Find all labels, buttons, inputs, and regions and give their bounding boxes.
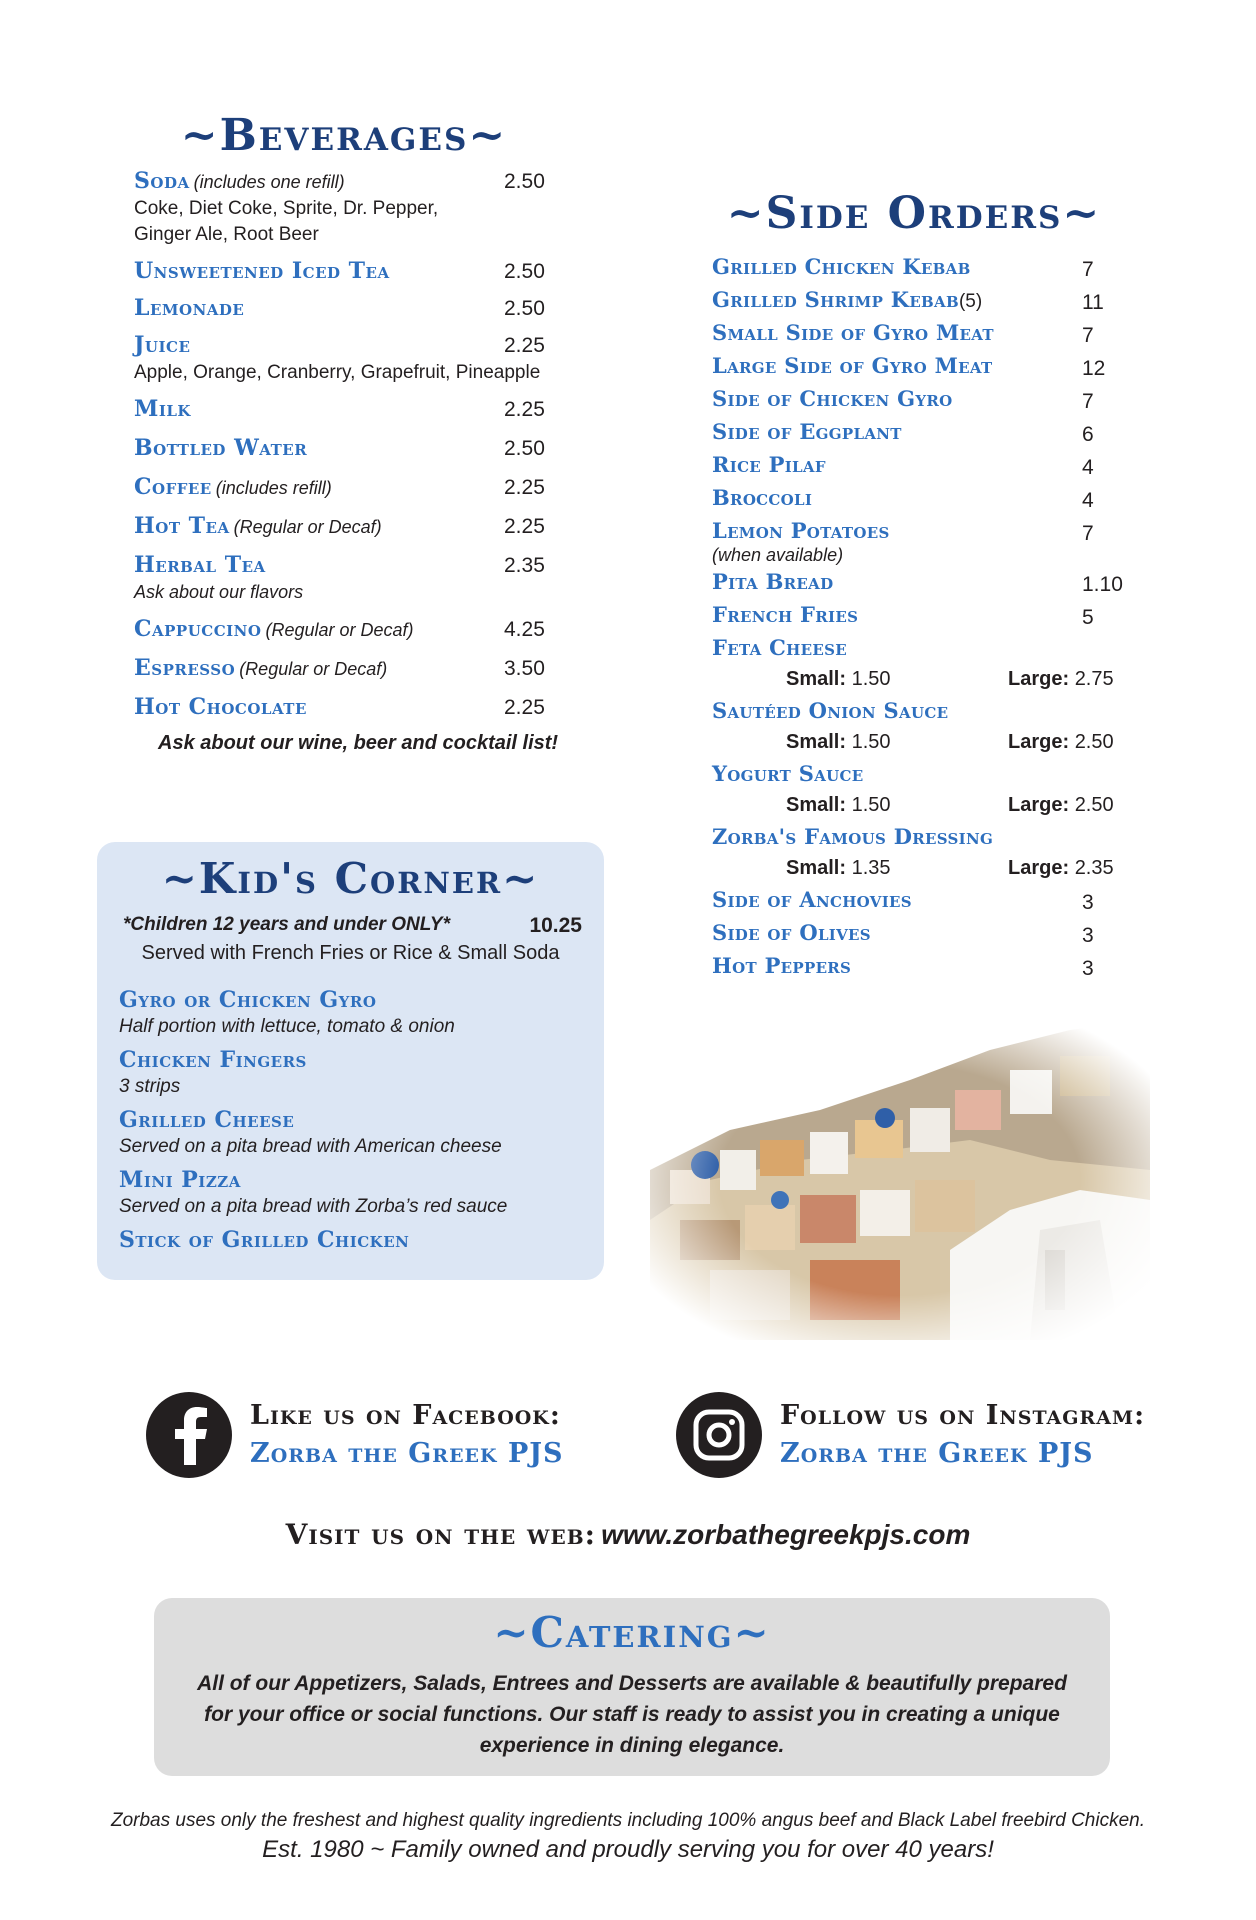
beverages-footer-note: Ask about our wine, beer and cocktail list! — [158, 732, 559, 754]
item-price: 2.25 — [504, 334, 545, 357]
facebook-block[interactable] — [146, 1392, 564, 1478]
item-name: Grilled Shrimp Kebab — [712, 287, 959, 312]
footer-quality-note: Zorbas uses only the freshest and highest quality ingredients including 100% angus beef and Black Label freebird Chicken. — [110, 1810, 1146, 1831]
item-name: Side of Chicken Gyro — [712, 386, 953, 411]
menu-item — [712, 824, 1132, 857]
item-name: Mini Pizza — [119, 1167, 241, 1193]
kids-restriction-row — [119, 914, 582, 942]
item-name: Gyro or Chicken Gyro — [119, 987, 377, 1013]
page-footer — [0, 1810, 1256, 1864]
item-sub: (when available) — [712, 545, 844, 565]
size-prices — [712, 794, 1132, 824]
menu-item — [134, 332, 574, 386]
menu-item — [712, 920, 1132, 953]
item-name: Lemonade — [134, 295, 245, 321]
item-price: 7 — [1082, 258, 1094, 281]
menu-item — [712, 602, 1132, 635]
menu-item — [712, 254, 1132, 287]
item-name: Juice — [134, 332, 191, 358]
large-price: 2.50 — [1074, 731, 1114, 753]
item-name: Hot Chocolate — [134, 694, 307, 720]
item-name: Yogurt Sauce — [712, 761, 864, 786]
large-price: 2.35 — [1074, 857, 1114, 879]
small-label: Small: — [786, 857, 847, 879]
item-price: 3 — [1082, 924, 1094, 947]
menu-item — [134, 168, 574, 248]
side-orders-title: ~Side Orders~ — [726, 188, 1102, 239]
item-desc: Apple, Orange, Cranberry, Grapefruit, Pineapple — [134, 362, 541, 383]
instagram-block[interactable] — [676, 1392, 1145, 1478]
item-name: Hot Peppers — [712, 953, 852, 978]
size-prices — [712, 668, 1132, 698]
item-price: 7 — [1082, 324, 1094, 347]
menu-item — [712, 635, 1132, 668]
website-line — [0, 1518, 1256, 1551]
item-desc: Served on a pita bread with Zorba’s red sauce — [119, 1196, 508, 1217]
kids-item — [119, 1105, 582, 1159]
facebook-label: Like us on Facebook: — [250, 1400, 561, 1431]
catering-title: ~Catering~ — [493, 1608, 771, 1657]
small-price: 1.50 — [851, 731, 891, 753]
small-price: 1.50 — [851, 668, 891, 690]
item-price: 4 — [1082, 456, 1094, 479]
instagram-handle[interactable]: Zorba the Greek PJS — [780, 1438, 1094, 1469]
item-name: Coffee — [134, 474, 212, 500]
beverages-section — [134, 110, 574, 755]
large-price: 2.50 — [1074, 794, 1114, 816]
item-extra: (5) — [958, 291, 983, 312]
menu-item — [134, 616, 574, 644]
menu-item — [712, 761, 1132, 794]
size-prices — [712, 857, 1132, 887]
item-note: (Regular or Decaf) — [239, 659, 388, 679]
large-price: 2.75 — [1074, 668, 1114, 690]
instagram-icon[interactable] — [676, 1392, 762, 1478]
facebook-handle[interactable]: Zorba the Greek PJS — [250, 1438, 564, 1469]
large-label: Large: — [1008, 731, 1070, 753]
item-price: 2.25 — [504, 476, 545, 499]
item-desc: Half portion with lettuce, tomato & onion — [119, 1016, 455, 1037]
menu-item — [712, 518, 1132, 551]
item-price: 7 — [1082, 522, 1094, 545]
large-label: Large: — [1008, 857, 1070, 879]
menu-item — [712, 485, 1132, 518]
menu-item — [712, 698, 1132, 731]
item-price: 4 — [1082, 489, 1094, 512]
item-name: Herbal Tea — [134, 552, 266, 578]
large-label: Large: — [1008, 668, 1070, 690]
kids-corner-title: ~Kid's Corner~ — [161, 854, 540, 903]
item-desc: Served on a pita bread with American cheese — [119, 1136, 502, 1157]
menu-item — [712, 419, 1132, 452]
kids-price: 10.25 — [529, 914, 582, 937]
item-note: (Regular or Decaf) — [265, 620, 414, 640]
item-name: Side of Eggplant — [712, 419, 902, 444]
menu-item — [134, 474, 574, 502]
item-sub: Ask about our flavors — [134, 582, 304, 602]
item-name: Broccoli — [712, 485, 813, 510]
item-price: 2.50 — [504, 170, 545, 193]
item-price: 3 — [1082, 957, 1094, 980]
item-name: Soda — [134, 168, 190, 194]
item-name: Bottled Water — [134, 435, 308, 461]
item-name: Pita Bread — [712, 569, 834, 594]
menu-item — [712, 320, 1132, 353]
item-note: (includes one refill) — [193, 172, 345, 192]
item-desc: Coke, Diet Coke, Sprite, Dr. Pepper, Ginger Ale, Root Beer — [134, 198, 439, 245]
item-name: French Fries — [712, 602, 859, 627]
item-name: Grilled Chicken Kebab — [712, 254, 971, 279]
item-price: 5 — [1082, 606, 1094, 629]
item-name: Lemon Potatoes — [712, 518, 890, 543]
website-label: Visit us on the web: — [285, 1518, 596, 1551]
item-price: 1.10 — [1082, 573, 1123, 596]
menu-item — [712, 953, 1132, 986]
footer-established: Est. 1980 ~ Family owned and proudly serving you for over 40 years! — [262, 1836, 994, 1863]
website-link[interactable]: www.zorbathegreekpjs.com — [601, 1519, 971, 1550]
item-name: Chicken Fingers — [119, 1047, 307, 1073]
menu-item — [134, 694, 574, 722]
item-note: (Regular or Decaf) — [233, 517, 382, 537]
catering-section — [154, 1598, 1110, 1776]
item-desc: 3 strips — [119, 1076, 181, 1097]
item-price: 11 — [1082, 291, 1104, 314]
menu-item — [134, 435, 574, 463]
menu-item — [712, 569, 1132, 602]
menu-item — [712, 287, 1132, 320]
size-prices — [712, 731, 1132, 761]
item-price: 2.50 — [504, 260, 545, 283]
item-name: Large Side of Gyro Meat — [712, 353, 993, 378]
item-name: Unsweetened Iced Tea — [134, 258, 390, 284]
small-price: 1.35 — [851, 857, 891, 879]
item-name: Grilled Cheese — [119, 1107, 295, 1133]
item-name: Sautéed Onion Sauce — [712, 698, 949, 723]
instagram-label: Follow us on Instagram: — [780, 1400, 1146, 1431]
item-name: Zorba's Famous Dressing — [712, 824, 994, 849]
menu-item — [134, 396, 574, 424]
item-name: Small Side of Gyro Meat — [712, 320, 994, 345]
item-name: Espresso — [134, 655, 236, 681]
item-price: 2.25 — [504, 398, 545, 421]
item-name: Milk — [134, 396, 191, 422]
item-name: Rice Pilaf — [712, 452, 826, 477]
small-label: Small: — [786, 794, 847, 816]
small-price: 1.50 — [851, 794, 891, 816]
kids-item — [119, 1225, 582, 1255]
side-orders-section — [712, 188, 1132, 986]
kids-item — [119, 985, 582, 1039]
kids-restriction: *Children 12 years and under ONLY* — [123, 914, 450, 935]
item-price: 2.50 — [504, 297, 545, 320]
facebook-icon[interactable] — [146, 1392, 232, 1478]
large-label: Large: — [1008, 794, 1070, 816]
item-name: Feta Cheese — [712, 635, 847, 660]
menu-item — [134, 513, 574, 541]
menu-item — [712, 386, 1132, 419]
item-name: Hot Tea — [134, 513, 230, 539]
item-price: 2.50 — [504, 437, 545, 460]
item-price: 7 — [1082, 390, 1094, 413]
menu-item — [712, 452, 1132, 485]
menu-item — [712, 353, 1132, 386]
small-label: Small: — [786, 668, 847, 690]
menu-item — [134, 552, 574, 604]
item-price: 4.25 — [504, 618, 545, 641]
menu-item — [134, 655, 574, 683]
item-name: Stick of Grilled Chicken — [119, 1227, 410, 1253]
item-price: 6 — [1082, 423, 1094, 446]
item-price: 12 — [1082, 357, 1106, 380]
menu-item — [712, 887, 1132, 920]
item-name: Side of Anchovies — [712, 887, 912, 912]
beverages-title: ~Beverages~ — [180, 110, 508, 161]
small-label: Small: — [786, 731, 847, 753]
santorini-photo — [650, 1020, 1150, 1340]
kids-served-with: Served with French Fries or Rice & Small Soda — [141, 942, 560, 964]
menu-item — [134, 258, 574, 286]
item-name: Cappuccino — [134, 616, 262, 642]
item-name: Side of Olives — [712, 920, 871, 945]
kids-item — [119, 1165, 582, 1219]
kids-corner-section — [97, 842, 604, 1280]
item-price: 2.25 — [504, 696, 545, 719]
item-price: 3 — [1082, 891, 1094, 914]
item-price: 2.35 — [504, 554, 545, 577]
item-note: (includes refill) — [215, 478, 332, 498]
item-price: 2.25 — [504, 515, 545, 538]
catering-text: All of our Appetizers, Salads, Entrees and Desserts are available & beautifully prepared for your office or social functions. Our staff is ready to assist you in creating a unique experience in dining elegance. — [197, 1672, 1067, 1757]
item-price: 3.50 — [504, 657, 545, 680]
menu-item — [134, 295, 574, 323]
kids-item — [119, 1045, 582, 1099]
